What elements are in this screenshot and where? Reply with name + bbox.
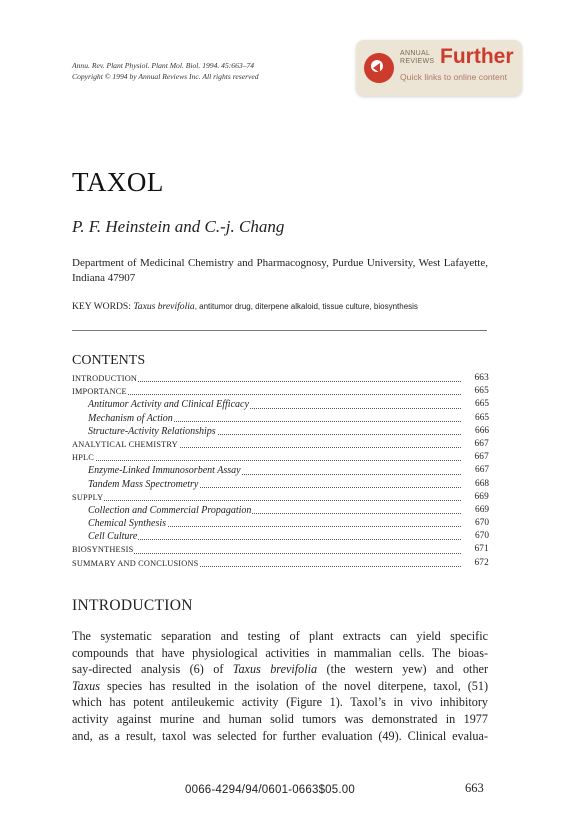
keywords-line bbox=[72, 301, 418, 312]
keyword-taxus-brevifolia: Taxus brevifolia bbox=[133, 301, 195, 312]
toc-label: Mechanism of Action bbox=[88, 412, 173, 424]
horizontal-rule bbox=[72, 330, 487, 331]
toc-page: 665 bbox=[474, 386, 489, 397]
toc-entry-tandem-mass-spec[interactable] bbox=[72, 478, 489, 491]
toc-entry-chemical-synthesis[interactable] bbox=[72, 517, 489, 530]
toc-entry-hplc[interactable] bbox=[72, 451, 489, 464]
toc-label: BIOSYNTHESIS bbox=[72, 543, 134, 556]
contents-heading: CONTENTS bbox=[72, 353, 146, 368]
paragraph-line: which has potent antileukemic activity (Figure 1). Taxol’s in vivo inhibitory bbox=[72, 695, 488, 710]
toc-page: 665 bbox=[475, 399, 489, 410]
toc-label: ANALYTICAL CHEMISTRY bbox=[72, 438, 179, 451]
citation-line-2: Copyright © 1994 by Annual Reviews Inc. All rights reserved bbox=[72, 72, 259, 81]
toc-page: 666 bbox=[475, 425, 489, 436]
article-authors: P. F. Heinstein and C.-j. Chang bbox=[72, 217, 285, 236]
paragraph-line: activity against murine and human solid tumors was demonstrated in 1977 bbox=[72, 711, 488, 726]
further-subtitle[interactable]: Quick links to online content bbox=[400, 72, 508, 82]
toc-page: 668 bbox=[475, 478, 489, 489]
toc-page: 667 bbox=[474, 452, 489, 463]
toc-label: Tandem Mass Spectrometry bbox=[88, 478, 199, 490]
toc-entry-cell-culture[interactable] bbox=[72, 530, 489, 543]
paragraph-line: compounds that have physiological activities in mammalian cells. The bioas- bbox=[72, 645, 488, 660]
toc-label: INTRODUCTION bbox=[72, 372, 138, 385]
toc-entry-analytical-chemistry[interactable] bbox=[72, 438, 489, 451]
paragraph-line: and, as a result, taxol was selected for further evaluation (49). Clinical evalua- bbox=[72, 728, 488, 743]
citation-line-1: Annu. Rev. Plant Physiol. Plant Mol. Biol. 1994. 45:663–74 bbox=[72, 61, 255, 70]
toc-page: 669 bbox=[474, 491, 489, 502]
toc-entry-collection-propagation[interactable] bbox=[72, 504, 489, 517]
toc-entry-biosynthesis[interactable] bbox=[72, 543, 489, 556]
toc-entry-elisa[interactable] bbox=[72, 464, 489, 477]
keywords-label: KEY WORDS: bbox=[72, 301, 131, 312]
toc-entry-mechanism-of-action[interactable] bbox=[72, 412, 489, 425]
toc-label: HPLC bbox=[72, 451, 95, 464]
keywords-rest: , antitumor drug, diterpene alkaloid, tissue culture, biosynthesis bbox=[194, 302, 418, 311]
toc-page: 672 bbox=[474, 557, 489, 568]
article-price-code: 0066-4294/94/0601-0663$05.00 bbox=[185, 784, 355, 796]
annual-reviews-logo-text bbox=[400, 50, 434, 66]
paragraph-line: The systematic separation and testing of plant extracts can yield specific bbox=[72, 629, 488, 643]
toc-entry-antitumor-activity[interactable] bbox=[72, 398, 489, 411]
article-title: TAXOL bbox=[72, 167, 164, 197]
play-back-circle-icon bbox=[364, 53, 394, 83]
author-affiliation: Department of Medicinal Chemistry and Pharmacognosy, Purdue University, West Lafayette, Indiana 47907 bbox=[72, 257, 488, 284]
toc-page: 670 bbox=[475, 518, 489, 529]
toc-label: SUPPLY bbox=[72, 491, 104, 504]
toc-page: 665 bbox=[475, 412, 489, 423]
journal-citation bbox=[72, 60, 259, 82]
toc-entry-summary[interactable] bbox=[72, 557, 489, 570]
toc-entry-introduction[interactable] bbox=[72, 372, 489, 385]
toc-label: Enzyme-Linked Immunosorbent Assay bbox=[88, 465, 241, 477]
toc-page: 670 bbox=[475, 531, 489, 542]
toc-label: Chemical Synthesis bbox=[88, 518, 167, 530]
toc-page: 667 bbox=[475, 465, 489, 476]
further-title: Further bbox=[440, 45, 514, 68]
page-number: 663 bbox=[465, 781, 484, 795]
paragraph-line: say-directed analysis (6) of Taxus brevifolia (the western yew) and other bbox=[72, 662, 488, 677]
annual-word: ANNUAL bbox=[400, 50, 431, 57]
toc-entry-structure-activity[interactable] bbox=[72, 425, 489, 438]
introduction-paragraph bbox=[72, 628, 488, 744]
toc-label: Collection and Commercial Propagation bbox=[88, 504, 252, 516]
toc-label: IMPORTANCE bbox=[72, 385, 128, 398]
toc-page: 667 bbox=[474, 438, 489, 449]
introduction-heading: INTRODUCTION bbox=[72, 597, 193, 614]
reviews-word: REVIEWS bbox=[400, 58, 435, 65]
further-annual-reviews-badge[interactable] bbox=[356, 40, 522, 96]
table-of-contents bbox=[72, 372, 489, 570]
toc-page: 663 bbox=[474, 373, 489, 383]
toc-label: SUMMARY AND CONCLUSIONS bbox=[72, 557, 199, 570]
toc-entry-supply[interactable] bbox=[72, 491, 489, 504]
toc-label: Structure-Activity Relationships bbox=[88, 425, 216, 437]
toc-entry-importance[interactable] bbox=[72, 385, 489, 398]
toc-label: Antitumor Activity and Clinical Efficacy bbox=[88, 399, 249, 411]
paragraph-line: Taxus species has resulted in the isolation of the novel diterpene, taxol, (51) bbox=[72, 678, 488, 693]
toc-page: 671 bbox=[474, 544, 489, 555]
toc-page: 669 bbox=[475, 504, 489, 515]
toc-label: Cell Culture bbox=[88, 531, 138, 543]
